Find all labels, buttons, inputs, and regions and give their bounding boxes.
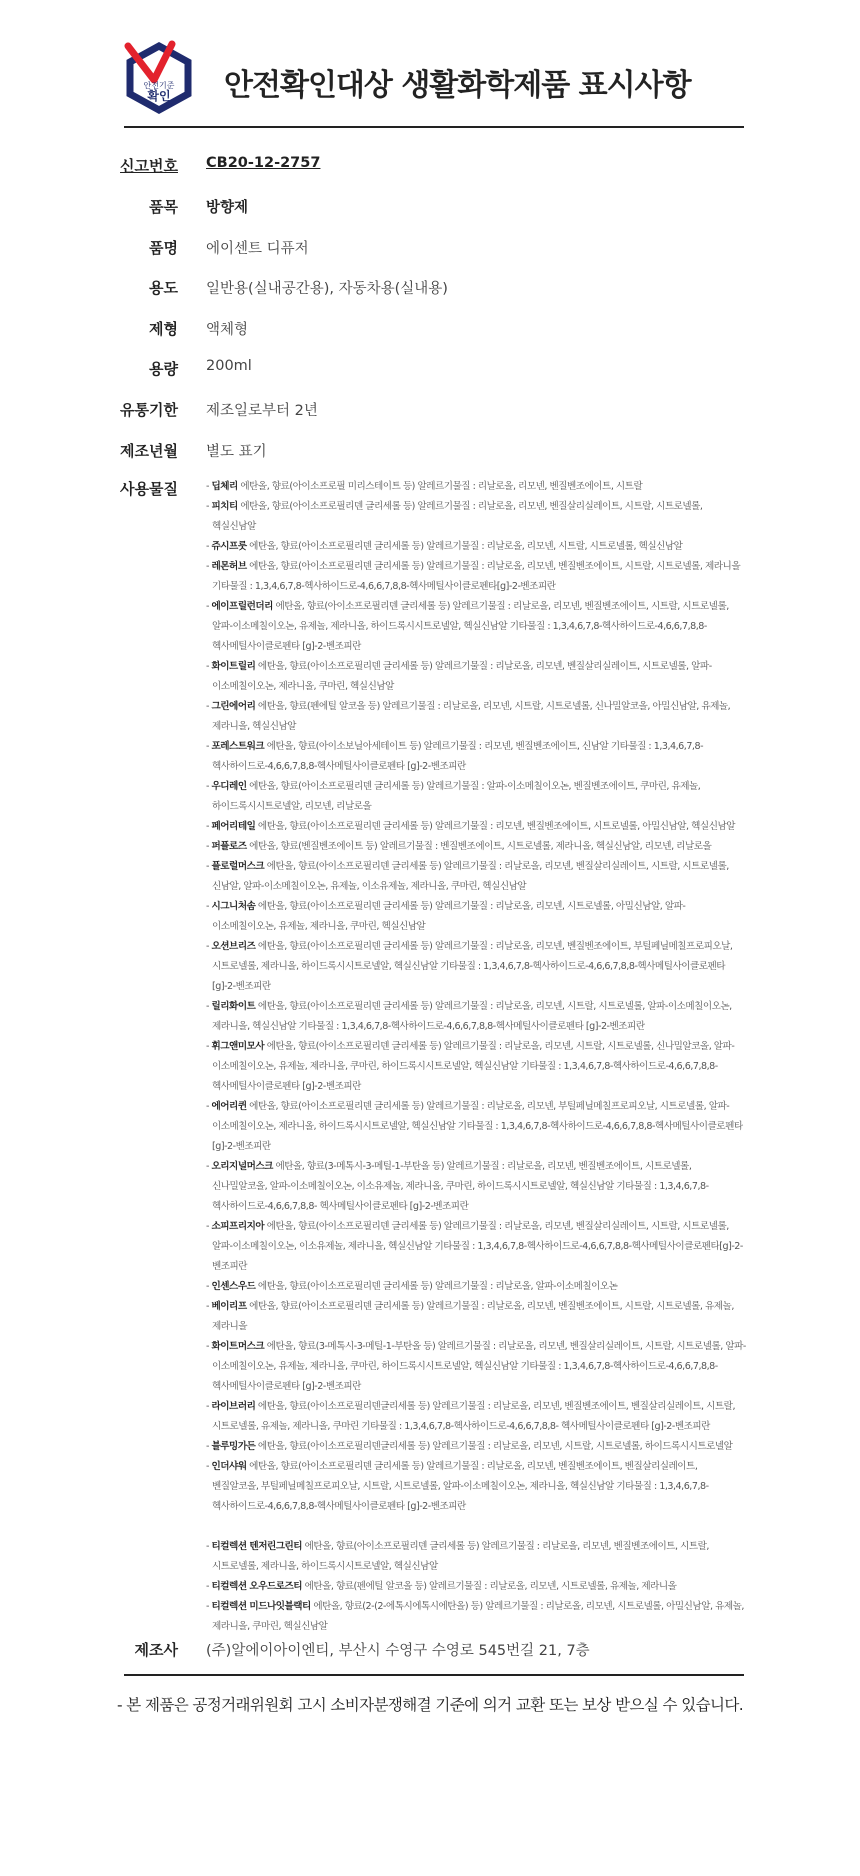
substance-name: 퍼플로즈	[211, 841, 247, 852]
logo-text-top: 안전기준	[143, 81, 175, 90]
item-value: 방향제	[206, 200, 249, 216]
bullet-dash: -	[206, 821, 212, 832]
bullet-dash: -	[206, 1401, 212, 1412]
substance-item	[206, 737, 746, 777]
substance-name: 포레스트워크	[211, 741, 265, 752]
bullet-dash: -	[206, 901, 212, 912]
substance-name: 티컬렉션 오우드로즈티	[211, 1581, 303, 1592]
volume-value: 200ml	[206, 358, 252, 374]
substance-name: 딥체리	[211, 481, 238, 492]
substance-item	[206, 1397, 746, 1437]
substance-text: 에탄올, 향료(아이소프로필리덴 글리세롤 등) 알레르기물질 : 리날로올, 리모넨, 시트랄, 시트로넬롤, 신나밀알코올, 알파-이소메칠이오논, 유제놀, 제라니올, 쿠마린, 하이드록시시트로넬알, 헥실신남알 기타물질 : 1,3,4,6,7,8-헥사하이드로-4,6,6,7,8,8-헥사메틸사이클로펜타 [g]-2-벤조피란	[212, 1041, 735, 1092]
substance-item	[206, 657, 746, 697]
substance-name: 티컬렉션 미드나잇블랙티	[211, 1601, 311, 1612]
substance-item	[206, 1437, 746, 1457]
substance-text: 에탄올, 향료(벤질벤조에이트 등) 알레르기물질 : 벤질벤조에이트, 시트로넬롤, 제라니올, 헥실신남알, 리모넨, 리날로올	[249, 841, 712, 852]
substance-item	[206, 1097, 746, 1157]
form-value: 액체형	[206, 322, 249, 338]
substance-item	[206, 477, 746, 497]
manufacturer-value: (주)알에이아이엔티, 부산시 수영구 수영로 545번길 21, 7층	[206, 1643, 590, 1659]
manufacturer-label: 제조사	[134, 1641, 178, 1659]
usage-value: 일반용(실내공간용), 자동차용(실내용)	[206, 281, 448, 297]
substance-item	[206, 1337, 746, 1397]
substance-name: 베이리프	[211, 1301, 247, 1312]
bullet-dash: -	[206, 541, 212, 552]
substance-name: 에이프릴런더리	[211, 601, 273, 612]
header-divider	[124, 126, 744, 128]
substance-text: 에탄올, 향료(아이소프로필 미리스테이트 등) 알레르기물질 : 리날로올, 리모넨, 벤질벤조에이트, 시트랄	[240, 481, 643, 492]
bullet-dash: -	[206, 1101, 212, 1112]
substance-name: 라이브러리	[211, 1401, 256, 1412]
substance-text: 에탄올, 향료(아이소프로필리덴 글리세롤 등) 알레르기물질 : 리날로올, 리모넨, 시트랄, 시트로넬롤, 헥실신남알	[249, 541, 683, 552]
substance-item	[206, 1597, 746, 1637]
report-no-value: CB20-12-2757	[206, 155, 321, 171]
substance-text: 에탄올, 향료(아이소프로필리덴글리세롤 등) 알레르기물질 : 리날로올, 리모넨, 시트랄, 시트로넬롤, 하이드록시시트로넬알	[257, 1441, 733, 1452]
substance-name: 소피프리지아	[211, 1221, 265, 1232]
substance-item	[206, 557, 746, 597]
substance-item	[206, 1037, 746, 1097]
substance-item	[206, 697, 746, 737]
substance-name: 블루밍가든	[211, 1441, 256, 1452]
substance-name: 오리지널머스크	[211, 1161, 273, 1172]
substance-text: 에탄올, 향료(아이소프로필리덴 글리세롤 등) 알레르기물질 : 리모넨, 벤질벤조에이트, 시트로넬롤, 아밀신남알, 헥실신남알	[257, 821, 735, 832]
substance-item	[206, 537, 746, 557]
report-no-label: 신고번호	[120, 157, 178, 175]
substance-name: 플로럴머스크	[211, 861, 265, 872]
substance-item	[206, 1577, 746, 1597]
substance-text: 에탄올, 향료(아이소프로필리덴 글리세롤 등) 알레르기물질 : 리날로올, 리모넨, 벤질벤조에이트, 부틸페닐메칠프로피오날, 시트로넬롤, 제라니올, 하이드록시시트로넬알, 헥실신남알 기타물질 : 1,3,4,6,7,8-헥사하이드로-4,6,6,7,8,8-헥사메틸사이클로펜타[g]-2-벤조피란	[212, 941, 733, 992]
substance-text: 에탄올, 향료(아이소프로필리덴 글리세롤 등) 알레르기물질 : 알파-이소메칠이오논, 벤질벤조에이트, 쿠마린, 유제놀, 하이드록시시트로넬알, 리모넨, 리날로올	[212, 781, 701, 812]
substance-name: 릴리화이트	[211, 1001, 256, 1012]
header	[124, 40, 744, 124]
bullet-dash: -	[206, 661, 212, 672]
shelf-life-label: 유통기한	[120, 401, 178, 419]
substance-text: 에탄올, 향료(아이소프로필리덴 글리세롤 등) 알레르기물질 : 리날로올, 리모넨, 벤질벤조에이트, 시트랄, 시트로넬롤, 유제놀, 제라니올	[212, 1301, 734, 1332]
substance-text: 에탄올, 향료(아이소프로필리덴 글리세롤 등) 알레르기물질 : 리날로올, 리모넨, 시트로넬롤, 아밀신남알, 알파-이소메칠이오논, 유제놀, 제라니올, 쿠마린, 헥실신남알	[212, 901, 686, 932]
substance-item	[206, 837, 746, 857]
substance-text: 에탄올, 향료(아이소프로필리덴 글리세롤 등) 알레르기물질 : 리날로올, 리모넨, 벤질살리실레이트, 시트로넬롤, 알파-이소메칠이오논, 제라니올, 쿠마린, 헥실신남알	[212, 661, 712, 692]
bullet-dash: -	[206, 701, 212, 712]
bullet-dash: -	[206, 1301, 212, 1312]
substance-text: 에탄올, 향료(펜에틸 알코올 등) 알레르기물질 : 리날로올, 리모넨, 시트로넬롤, 유제놀, 제라니올	[304, 1581, 677, 1592]
substance-item	[206, 1537, 746, 1577]
substance-item	[206, 1457, 746, 1517]
bullet-dash: -	[206, 861, 212, 872]
substance-text: 에탄올, 향료(아이소프로필리덴 글리세롤 등) 알레르기물질 : 리날로올, 리모넨, 벤질살리실레이트, 시트랄, 시트로넬롤, 알파-이소메칠이오논, 이소유제놀, 제라니올, 헥실신남알 기타물질 : 1,3,4,6,7,8-헥사하이드로-4,6,6,7,8,8-헥사메틸사이클로펜타[g]-2-벤조피란	[212, 1221, 743, 1272]
substance-text: 에탄올, 향료(펜에틸 알코올 등) 알레르기물질 : 리날로올, 리모넨, 시트랄, 시트로넬롤, 신나밀알코올, 아밀신남알, 유제놀, 제라니올, 헥실신남알	[212, 701, 731, 732]
bullet-dash: -	[206, 1221, 212, 1232]
substance-name: 시그니처솜	[211, 901, 256, 912]
substance-text: 에탄올, 향료(아이소프로필리덴 글리세롤 등) 알레르기물질 : 리날로올, 알파-이소메칠이오논	[257, 1281, 618, 1292]
form-label: 제형	[149, 320, 178, 338]
substance-text: 에탄올, 향료(아이소보닐아세테이트 등) 알레르기물질 : 리모넨, 벤질벤조에이트, 신남알 기타물질 : 1,3,4,6,7,8-헥사하이드로-4,6,6,7,8,8-헥사메틸사이클로펜타 [g]-2-벤조피란	[212, 741, 704, 772]
substance-text: 에탄올, 향료(아이소프로필리덴 글리세롤 등) 알레르기물질 : 리날로올, 리모넨, 벤질벤조에이트, 벤질살리실레이트, 벤질알코올, 부틸페닐메칠프로피오날, 시트랄, 시트로넬롤, 알파-이소메칠이오논, 제라니올, 헥실신남알 기타물질 : 1,3,4,6,7,8-헥사하이드로-4,6,6,7,8,8-헥사메틸사이클로펜타 [g]-2-벤조피란	[212, 1461, 709, 1512]
substance-item	[206, 897, 746, 937]
substance-text: 에탄올, 향료(아이소프로필리덴 글리세롤 등) 알레르기물질 : 리날로올, 리모넨, 벤질벤조에이트, 시트랄, 시트로넬롤, 제라니올 기타물질 : 1,3,4,6,7,8-헥사하이드로-4,6,6,7,8,8-헥사메틸사이클로펜타[g]-2-벤조피란	[212, 561, 741, 592]
bullet-dash: -	[206, 481, 212, 492]
substance-text: 에탄올, 향료(아이소프로필리덴 글리세롤 등) 알레르기물질 : 리날로올, 리모넨, 벤질벤조에이트, 시트랄, 시트로넬롤, 알파-이소메칠이오논, 유제놀, 제라니올, 하이드록시시트로넬알, 헥실신남알 기타물질 : 1,3,4,6,7,8-헥사하이드로-4,6,6,7,8,8-헥사메틸사이클로펜타 [g]-2-벤조피란	[212, 601, 729, 652]
bullet-dash: -	[206, 1581, 212, 1592]
substance-text: 에탄올, 향료(아이소프로필리덴 글리세롤 등) 알레르기물질 : 리날로올, 리모넨, 시트랄, 시트로넬롤, 알파-이소메칠이오논, 제라니올, 헥실신남알 기타물질 : 1,3,4,6,7,8-헥사하이드로-4,6,6,7,8,8-헥사메틸사이클로펜타 [g]-2-벤조피란	[212, 1001, 732, 1032]
substance-name: 레몬허브	[211, 561, 247, 572]
shelf-life-value: 제조일로부터 2년	[206, 403, 318, 419]
substance-item	[206, 1297, 746, 1337]
bullet-dash: -	[206, 601, 212, 612]
substance-name: 그린에어리	[211, 701, 256, 712]
product-name-label: 품명	[149, 239, 178, 257]
substance-name: 오션브리즈	[211, 941, 256, 952]
substance-item	[206, 997, 746, 1037]
substance-text: 에탄올, 향료(아이소프로필리덴 글리세롤 등) 알레르기물질 : 리날로올, 리모넨, 벤질살리실레이트, 시트랄, 시트로넬롤, 헥실신남알	[212, 501, 703, 532]
product-name-value: 에이센트 디퓨저	[206, 241, 309, 257]
bullet-dash: -	[206, 501, 212, 512]
substance-text: 에탄올, 향료(아이소프로필리덴글리세롤 등) 알레르기물질 : 리날로올, 리모넨, 벤질벤조에이트, 벤질살리실레이트, 시트랄, 시트로넬롤, 유제놀, 제라니올, 쿠마린 기타물질 : 1,3,4,6,7,8-헥사하이드로-4,6,6,7,8,8- 헥사메틸사이클로펜타 [g]-2-벤조피란	[212, 1401, 735, 1432]
substance-name: 화이트머스크	[211, 1341, 265, 1352]
safety-check-logo-icon	[124, 40, 194, 114]
substance-item	[206, 1277, 746, 1297]
substance-name: 에어리퀸	[211, 1101, 247, 1112]
bullet-dash: -	[206, 1001, 212, 1012]
footer-divider	[124, 1674, 744, 1676]
bullet-dash: -	[206, 561, 212, 572]
usage-label: 용도	[149, 279, 178, 297]
substance-item	[206, 597, 746, 657]
bullet-dash: -	[206, 1541, 212, 1552]
substance-name: 인센스우드	[211, 1281, 256, 1292]
substance-name: 휘그앤미모사	[211, 1041, 265, 1052]
substance-text: 에탄올, 향료(3-메톡시-3-메틸-1-부탄올 등) 알레르기물질 : 리날로올, 리모넨, 벤질벤조에이트, 시트로넬롤, 신나밀알코올, 알파-이소메칠이오논, 이소유제놀, 제라니올, 쿠마린, 하이드록시시트로넬알, 헥실신남알 기타물질 : 1,3,4,6,7,8-헥사하이드로-4,6,6,7,8,8- 헥사메틸사이클로펜타 [g]-2-벤조피란	[212, 1161, 709, 1212]
bullet-dash: -	[206, 841, 212, 852]
substance-name: 쥬시프룻	[211, 541, 247, 552]
substance-name: 티컬렉션 텐저린그린티	[211, 1541, 303, 1552]
bullet-dash: -	[206, 1281, 212, 1292]
substance-text: 에탄올, 향료(2-(2-에톡시에톡시에탄올) 등) 알레르기물질 : 리날로올, 리모넨, 시트로넬롤, 아밀신남알, 유제놀, 제라니올, 쿠마린, 헥실신남알	[212, 1601, 744, 1632]
item-label: 품목	[149, 198, 178, 216]
substance-name: 인더샤워	[211, 1461, 247, 1472]
substance-item	[206, 1157, 746, 1217]
mfg-date-value: 별도 표기	[206, 444, 267, 460]
substance-name: 피치티	[211, 501, 238, 512]
logo-text-main: 확인	[147, 89, 171, 103]
bullet-dash: -	[206, 1041, 212, 1052]
substance-item	[206, 817, 746, 837]
substance-item	[206, 777, 746, 817]
substance-name: 우디레인	[211, 781, 247, 792]
volume-label: 용량	[149, 360, 178, 378]
notice-text: - 본 제품은 공정거래위원회 고시 소비자분쟁해결 기준에 의거 교환 또는 보상 받으실 수 있습니다.	[116, 1696, 744, 1714]
substance-list	[206, 477, 746, 1637]
bullet-dash: -	[206, 741, 212, 752]
substance-text: 에탄올, 향료(아이소프로필리덴 글리세롤 등) 알레르기물질 : 리날로올, 리모넨, 부틸페닐메칠프로피오날, 시트로넬롤, 알파-이소메칠이오논, 제라니올, 하이드록시시트로넬알, 헥실신남알 기타물질 : 1,3,4,6,7,8-헥사하이드로-4,6,6,7,8,8-헥사메틸사이클로펜타[g]-2-벤조피란	[212, 1101, 743, 1152]
substances-label: 사용물질	[120, 480, 178, 498]
substance-text: 에탄올, 향료(3-메톡시-3-메틸-1-부탄올 등) 알레르기물질 : 리날로올, 리모넨, 벤질살리실레이트, 시트랄, 시트로넬롤, 알파-이소메칠이오논, 유제놀, 제라니올, 쿠마린, 하이드록시시트로넬알, 헥실신남알 기타물질 : 1,3,4,6,7,8-헥사하이드로-4,6,6,7,8,8- 헥사메틸사이클로펜타 [g]-2-벤조피란	[212, 1341, 746, 1392]
substance-item	[206, 937, 746, 997]
bullet-dash: -	[206, 1601, 212, 1612]
mfg-date-label: 제조년월	[120, 442, 178, 460]
substance-name: 화이트릴리	[211, 661, 256, 672]
bullet-dash: -	[206, 1441, 212, 1452]
bullet-dash: -	[206, 781, 212, 792]
bullet-dash: -	[206, 1341, 212, 1352]
bullet-dash: -	[206, 941, 212, 952]
page-title: 안전확인대상 생활화학제품 표시사항	[224, 68, 691, 103]
bullet-dash: -	[206, 1161, 212, 1172]
bullet-dash: -	[206, 1461, 212, 1472]
substance-text: 에탄올, 향료(아이소프로필리덴 글리세롤 등) 알레르기물질 : 리날로올, 리모넨, 벤질살리실레이트, 시트랄, 시트로넬롤, 신남알, 알파-이소메칠이오논, 유제놀, 이소유제놀, 제라니올, 쿠마린, 헥실신남알	[212, 861, 729, 892]
substance-name: 페어리테일	[211, 821, 256, 832]
substance-item	[206, 857, 746, 897]
substance-item	[206, 1217, 746, 1277]
substance-item	[206, 497, 746, 537]
substance-text: 에탄올, 향료(아이소프로필리덴 글리세롤 등) 알레르기물질 : 리날로올, 리모넨, 벤질벤조에이트, 시트랄, 시트로넬롤, 제라니올, 하이드록시시트로넬알, 헥실신남알	[212, 1541, 709, 1572]
